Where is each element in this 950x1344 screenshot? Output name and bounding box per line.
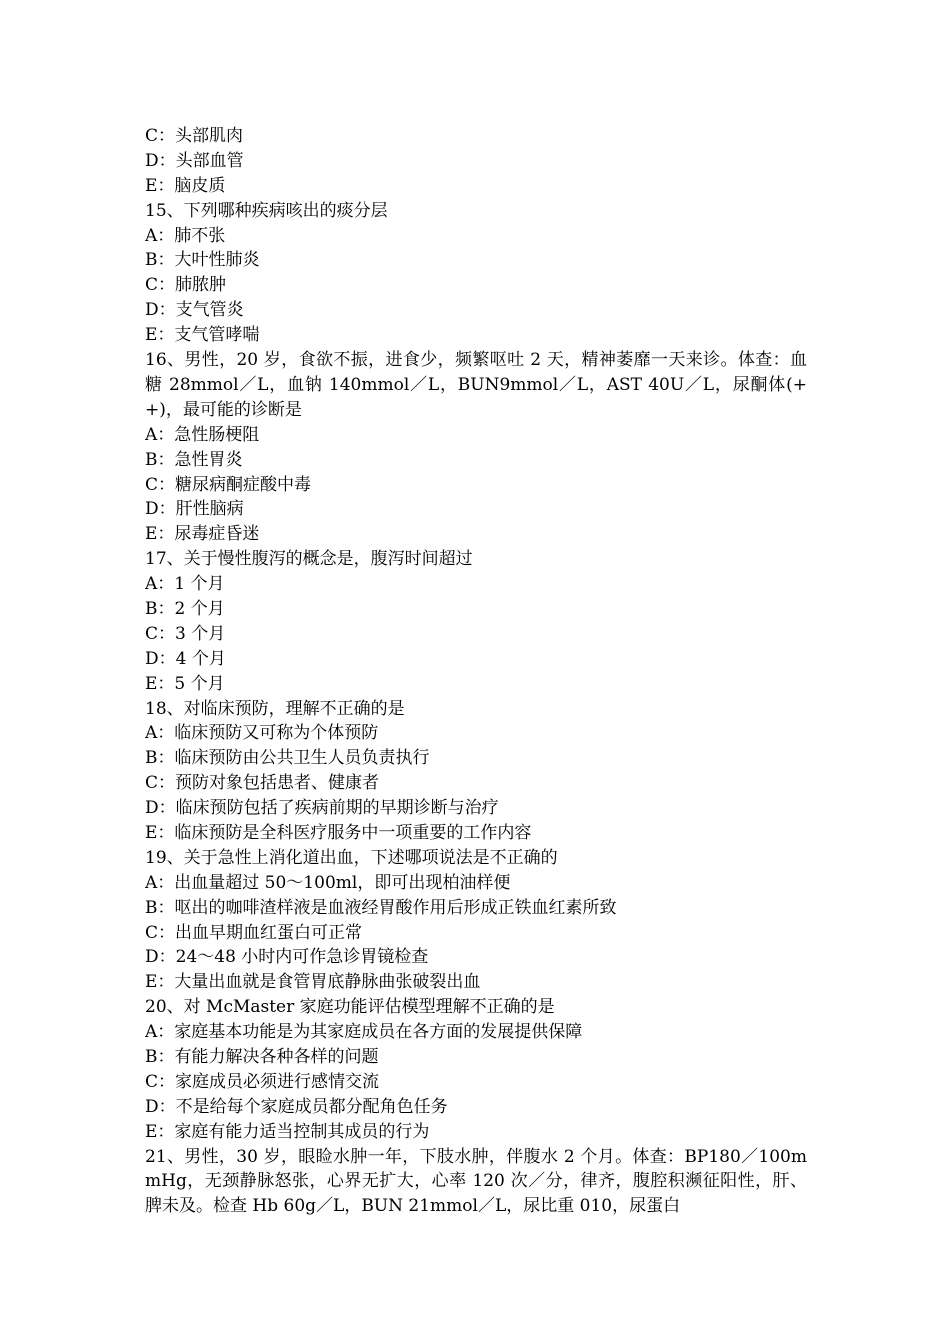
question-15: 15、下列哪种疾病咳出的痰分层	[145, 200, 388, 221]
option-line: B：临床预防由公共卫生人员负责执行	[145, 748, 430, 769]
option-line: D：肝性脑病	[145, 499, 244, 520]
option-line: B：呕出的咖啡渣样液是血液经胃酸作用后形成正铁血红素所致	[145, 897, 617, 918]
option-line: E：大量出血就是食管胃底静脉曲张破裂出血	[145, 972, 481, 993]
question-text-body	[145, 124, 807, 1219]
option-line: B：有能力解决各种各样的问题	[145, 1047, 379, 1067]
option-line: C：出血早期血红蛋白可正常	[145, 922, 363, 943]
option-line: E：临床预防是全科医疗服务中一项重要的工作内容	[145, 822, 532, 843]
option-line: A：出血量超过 50～100ml，即可出现柏油样便	[145, 872, 511, 893]
option-line: D：4 个月	[145, 648, 226, 669]
question-19: 19、关于急性上消化道出血，下述哪项说法是不正确的	[145, 847, 558, 868]
question-17: 17、关于慢性腹泻的概念是，腹泻时间超过	[145, 549, 473, 570]
option-line: C：家庭成员必须进行感情交流	[145, 1071, 380, 1092]
question-16: 16、男性，20 岁，食欲不振，进食少，频繁呕吐 2 天，精神萎靡一天来诊。体查：血糖 28mmol／L，血钠 140mmol／L，BUN9mmol／L，AST 40U／L，尿酮体(++)，最可能的诊断是	[145, 350, 807, 420]
option-line: C：3 个月	[145, 623, 226, 644]
option-line: C：糖尿病酮症酸中毒	[145, 474, 312, 495]
option-line: E：支气管哮喘	[145, 325, 260, 346]
option-line: E：脑皮质	[145, 175, 226, 196]
option-line: B：2 个月	[145, 598, 225, 619]
option-line: D：不是给每个家庭成员都分配角色任务	[145, 1096, 448, 1117]
option-line: D：临床预防包括了疾病前期的早期诊断与治疗	[145, 798, 499, 819]
option-line: C：预防对象包括患者、健康者	[145, 773, 380, 794]
option-line: B：急性胃炎	[145, 449, 243, 470]
option-line: E：5 个月	[145, 673, 225, 694]
option-line: A：家庭基本功能是为其家庭成员在各方面的发展提供保障	[145, 1022, 583, 1043]
option-line: A：1 个月	[145, 574, 225, 595]
option-line: D：支气管炎	[145, 300, 244, 321]
question-18: 18、对临床预防，理解不正确的是	[145, 698, 405, 719]
option-line: C：头部肌肉	[145, 126, 244, 146]
question-21: 21、男性，30 岁，眼睑水肿一年，下肢水肿，伴腹水 2 个月。体查：BP180／100mmHg，无颈静脉怒张，心界无扩大，心率 120 次／分，律齐，腹腔积濒征阳性，肝、脾未及。检查 Hb 60g／L，BUN 21mmol／L，尿比重 010，尿蛋白	[145, 1146, 807, 1217]
option-line: D：头部血管	[145, 150, 244, 171]
option-line: C：肺脓肿	[145, 275, 227, 296]
option-line: A：肺不张	[145, 225, 226, 246]
question-20: 20、对 McMaster 家庭功能评估模型理解不正确的是	[145, 997, 555, 1018]
option-line: B：大叶性肺炎	[145, 250, 260, 271]
option-line: A：临床预防又可称为个体预防	[145, 723, 379, 744]
option-line: E：尿毒症昏迷	[145, 524, 260, 545]
option-line: E：家庭有能力适当控制其成员的行为	[145, 1121, 430, 1142]
option-line: A：急性肠梗阻	[145, 424, 260, 445]
option-line: D：24～48 小时内可作急诊胃镜检查	[145, 947, 429, 968]
